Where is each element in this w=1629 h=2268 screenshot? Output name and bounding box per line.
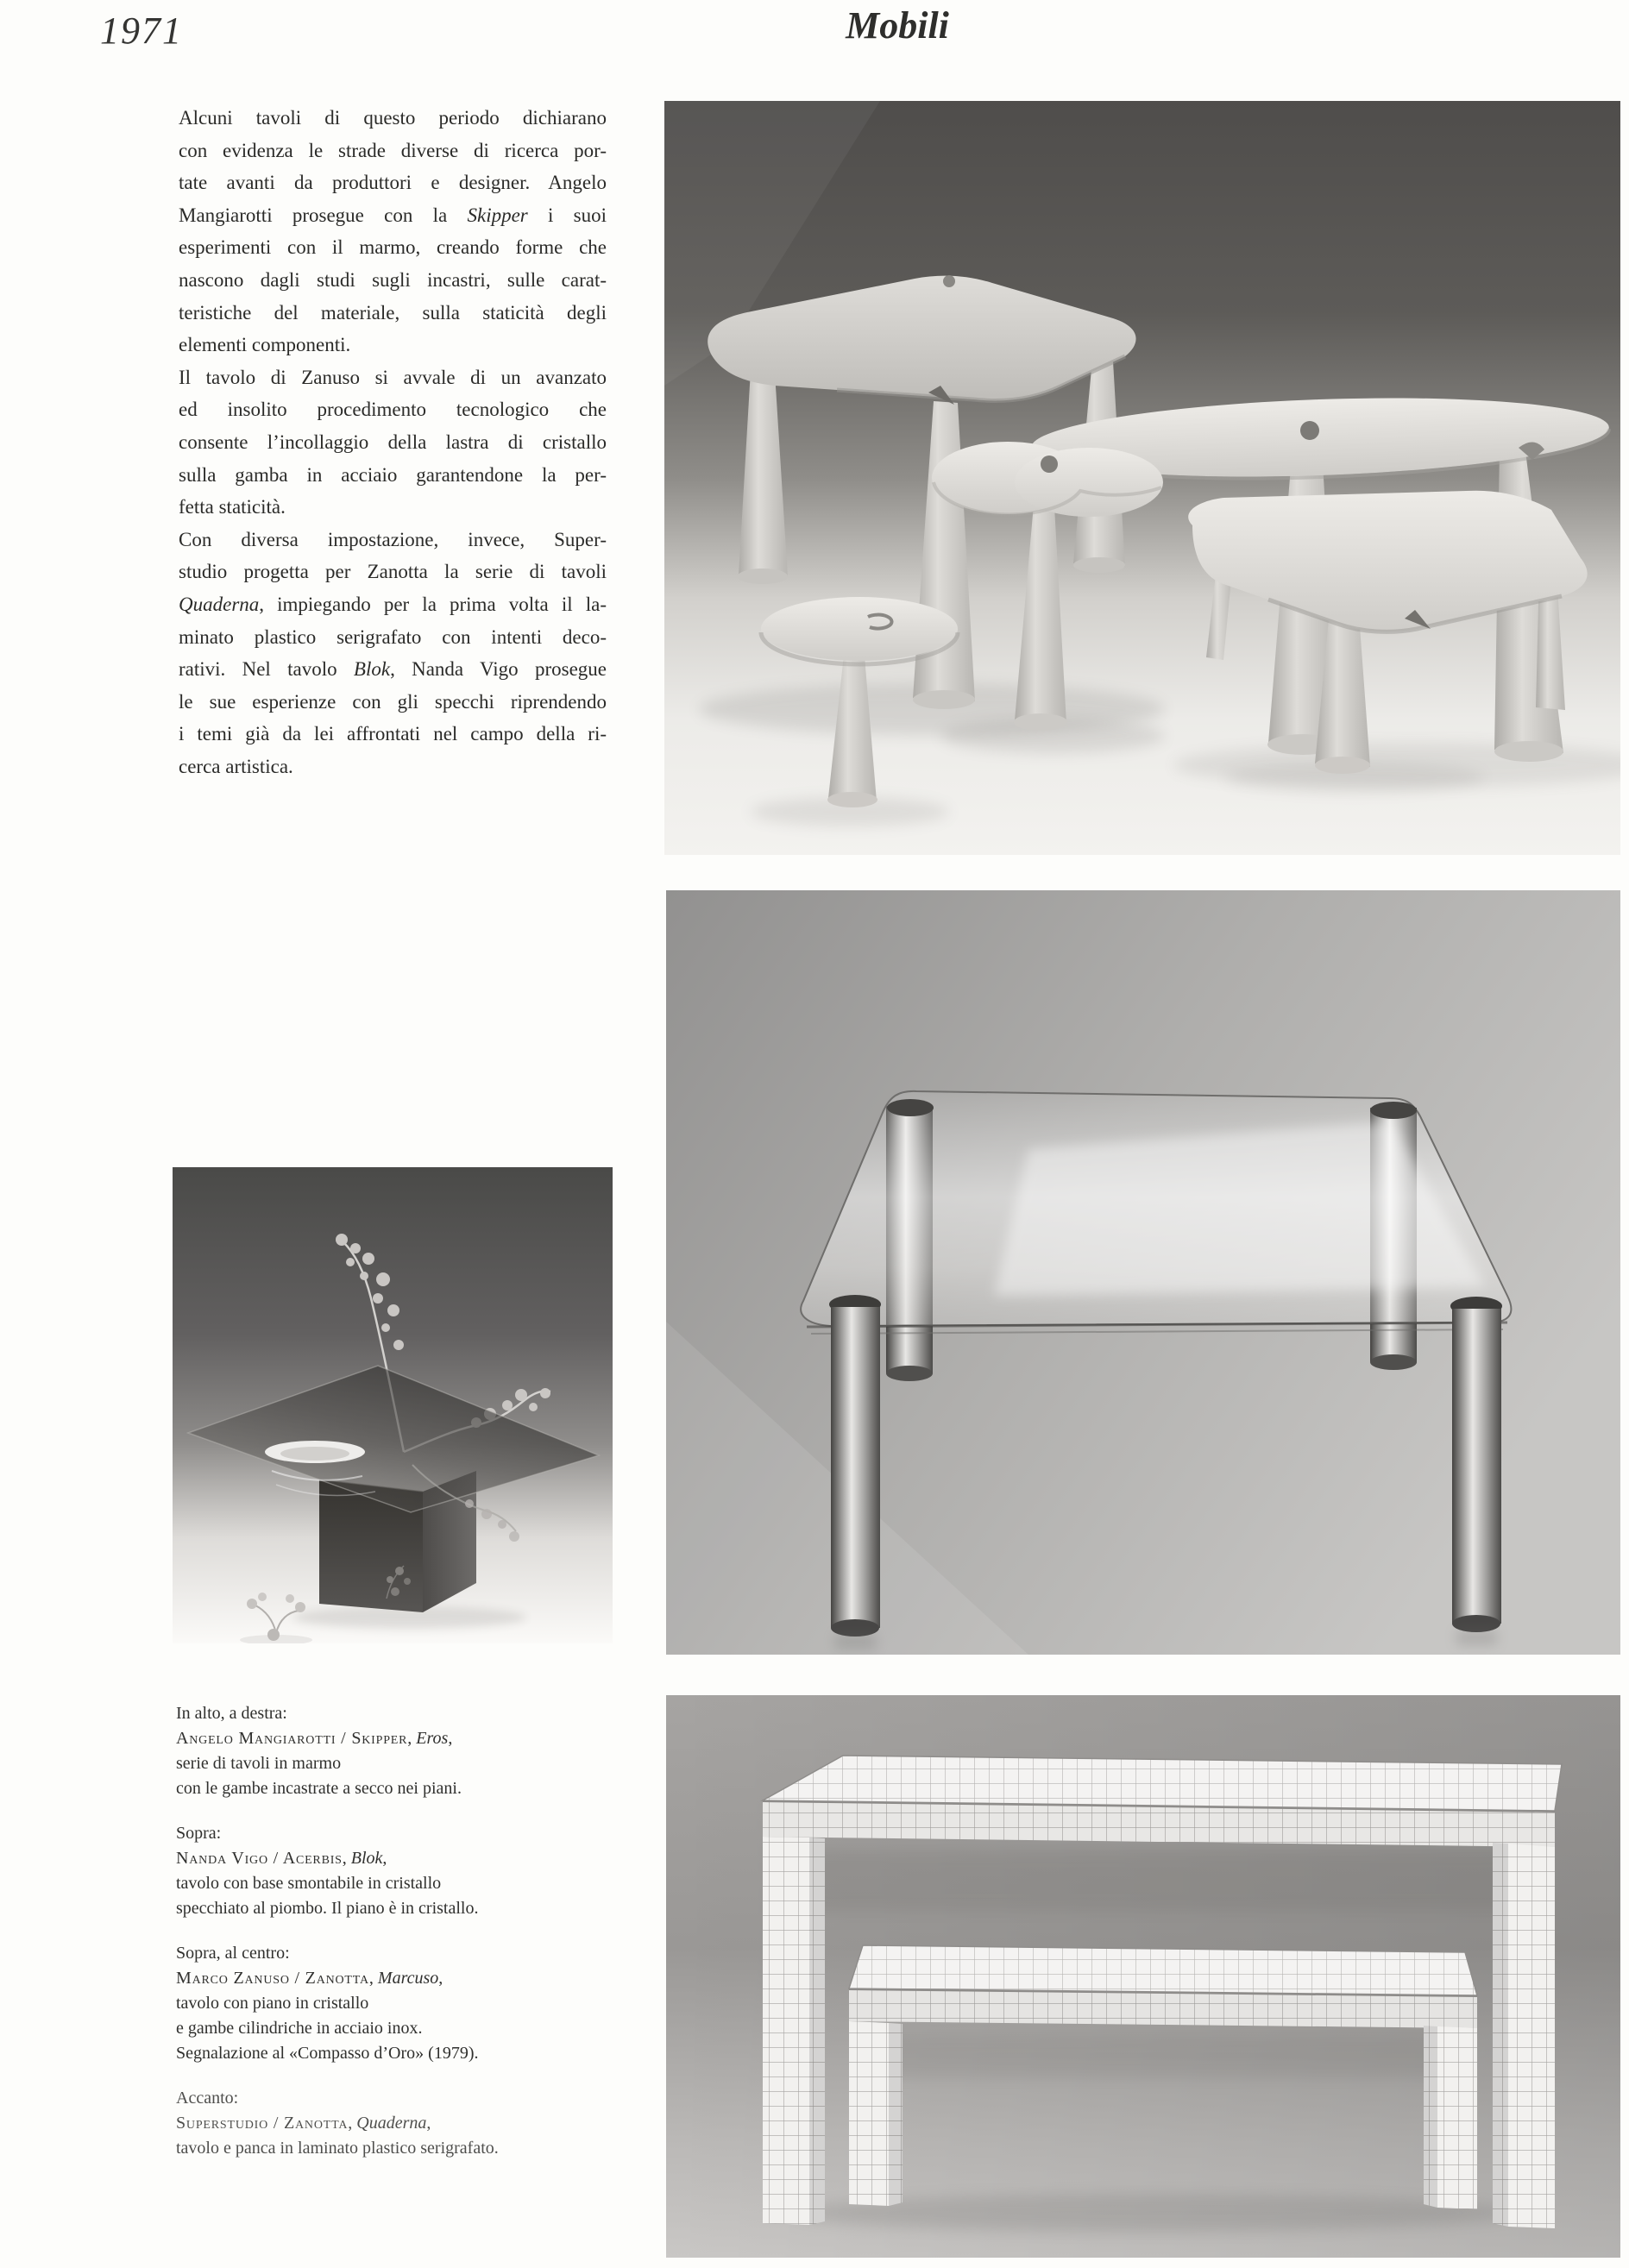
- photo-quaderna-table-bench: [666, 1695, 1620, 2258]
- page-title: Mobili: [846, 4, 949, 47]
- caption-line: tavolo con base smontabile in cristallo: [176, 1874, 442, 1893]
- caption-line: serie di tavoli in marmo: [176, 1754, 342, 1773]
- article-line: i temi già da lei affrontati nel campo della ri-: [179, 723, 607, 745]
- caption-line: tavolo con piano in cristallo: [176, 1994, 369, 2013]
- article-line: cerca artistica.: [179, 755, 293, 777]
- caption-credit: Marco Zanuso / Zanotta, Marcuso,: [176, 1969, 443, 1988]
- photo-marcuso-glass-table: [666, 890, 1620, 1655]
- article-line: fetta staticità.: [179, 496, 286, 518]
- article-text: [179, 102, 607, 782]
- caption-line: tavolo e panca in laminato plastico serigrafato.: [176, 2139, 499, 2158]
- caption-line: con le gambe incastrate a secco nei piani.: [176, 1779, 462, 1798]
- article-line: consente l’incollaggio della lastra di cristallo: [179, 430, 607, 453]
- photo-eros-marble-tables: [664, 101, 1620, 855]
- article-line: Con diversa impostazione, invece, Super-: [179, 528, 607, 550]
- caption-credit: Angelo Mangiarotti / Skipper, Eros,: [176, 1729, 453, 1748]
- blok-table-illustration: [173, 1167, 613, 1643]
- page-year: 1971: [100, 9, 183, 52]
- eros-tables-illustration: [664, 101, 1620, 855]
- captions: [176, 1701, 582, 2181]
- caption-block: [176, 2086, 582, 2161]
- article-line: minato plastico serigrafato con intenti deco-: [179, 625, 607, 648]
- article-line: esperimenti con il marmo, creando forme che: [179, 236, 607, 259]
- article-line: studio progetta per Zanotta la serie di tavoli: [179, 561, 607, 583]
- article-line: Il tavolo di Zanuso si avvale di un avanzato: [179, 366, 607, 388]
- caption-block: [176, 1821, 582, 1921]
- caption-credit: Nanda Vigo / Acerbis, Blok,: [176, 1849, 387, 1868]
- caption-line: Segnalazione al «Compasso d’Oro» (1979).: [176, 2044, 479, 2063]
- article-line: sulla gamba in acciaio garantendone la per-: [179, 463, 607, 486]
- caption-location: Accanto:: [176, 2089, 239, 2108]
- caption-block: [176, 1701, 582, 1801]
- article-line: Quaderna, impiegando per la prima volta il la-: [179, 593, 607, 615]
- photo-blok-mirror-table: [173, 1167, 613, 1643]
- article-line: elementi componenti.: [179, 334, 351, 356]
- article-line: teristiche del materiale, sulla staticità degli: [179, 301, 607, 324]
- caption-credit: Superstudio / Zanotta, Quaderna,: [176, 2114, 431, 2133]
- quaderna-illustration: [666, 1695, 1620, 2258]
- article-line: Mangiarotti prosegue con la Skipper i suoi: [179, 204, 607, 226]
- article-line: le sue esperienze con gli specchi riprendendo: [179, 690, 607, 713]
- caption-line: e gambe cilindriche in acciaio inox.: [176, 2019, 423, 2038]
- marcuso-table-illustration: [666, 890, 1620, 1655]
- caption-location: In alto, a destra:: [176, 1704, 287, 1723]
- article-line: con evidenza le strade diverse di ricerca por-: [179, 139, 607, 161]
- article-line: nascono dagli studi sugli incastri, sulle carat-: [179, 268, 607, 291]
- article-line: ed insolito procedimento tecnologico che: [179, 399, 607, 421]
- article-line: rativi. Nel tavolo Blok, Nanda Vigo prosegue: [179, 658, 607, 681]
- caption-location: Sopra:: [176, 1824, 222, 1843]
- caption-line: specchiato al piombo. Il piano è in cristallo.: [176, 1899, 479, 1918]
- article-line: Alcuni tavoli di questo periodo dichiarano: [179, 107, 607, 129]
- caption-location: Sopra, al centro:: [176, 1944, 290, 1963]
- caption-block: [176, 1941, 582, 2066]
- article-line: tate avanti da produttori e designer. Angelo: [179, 172, 607, 194]
